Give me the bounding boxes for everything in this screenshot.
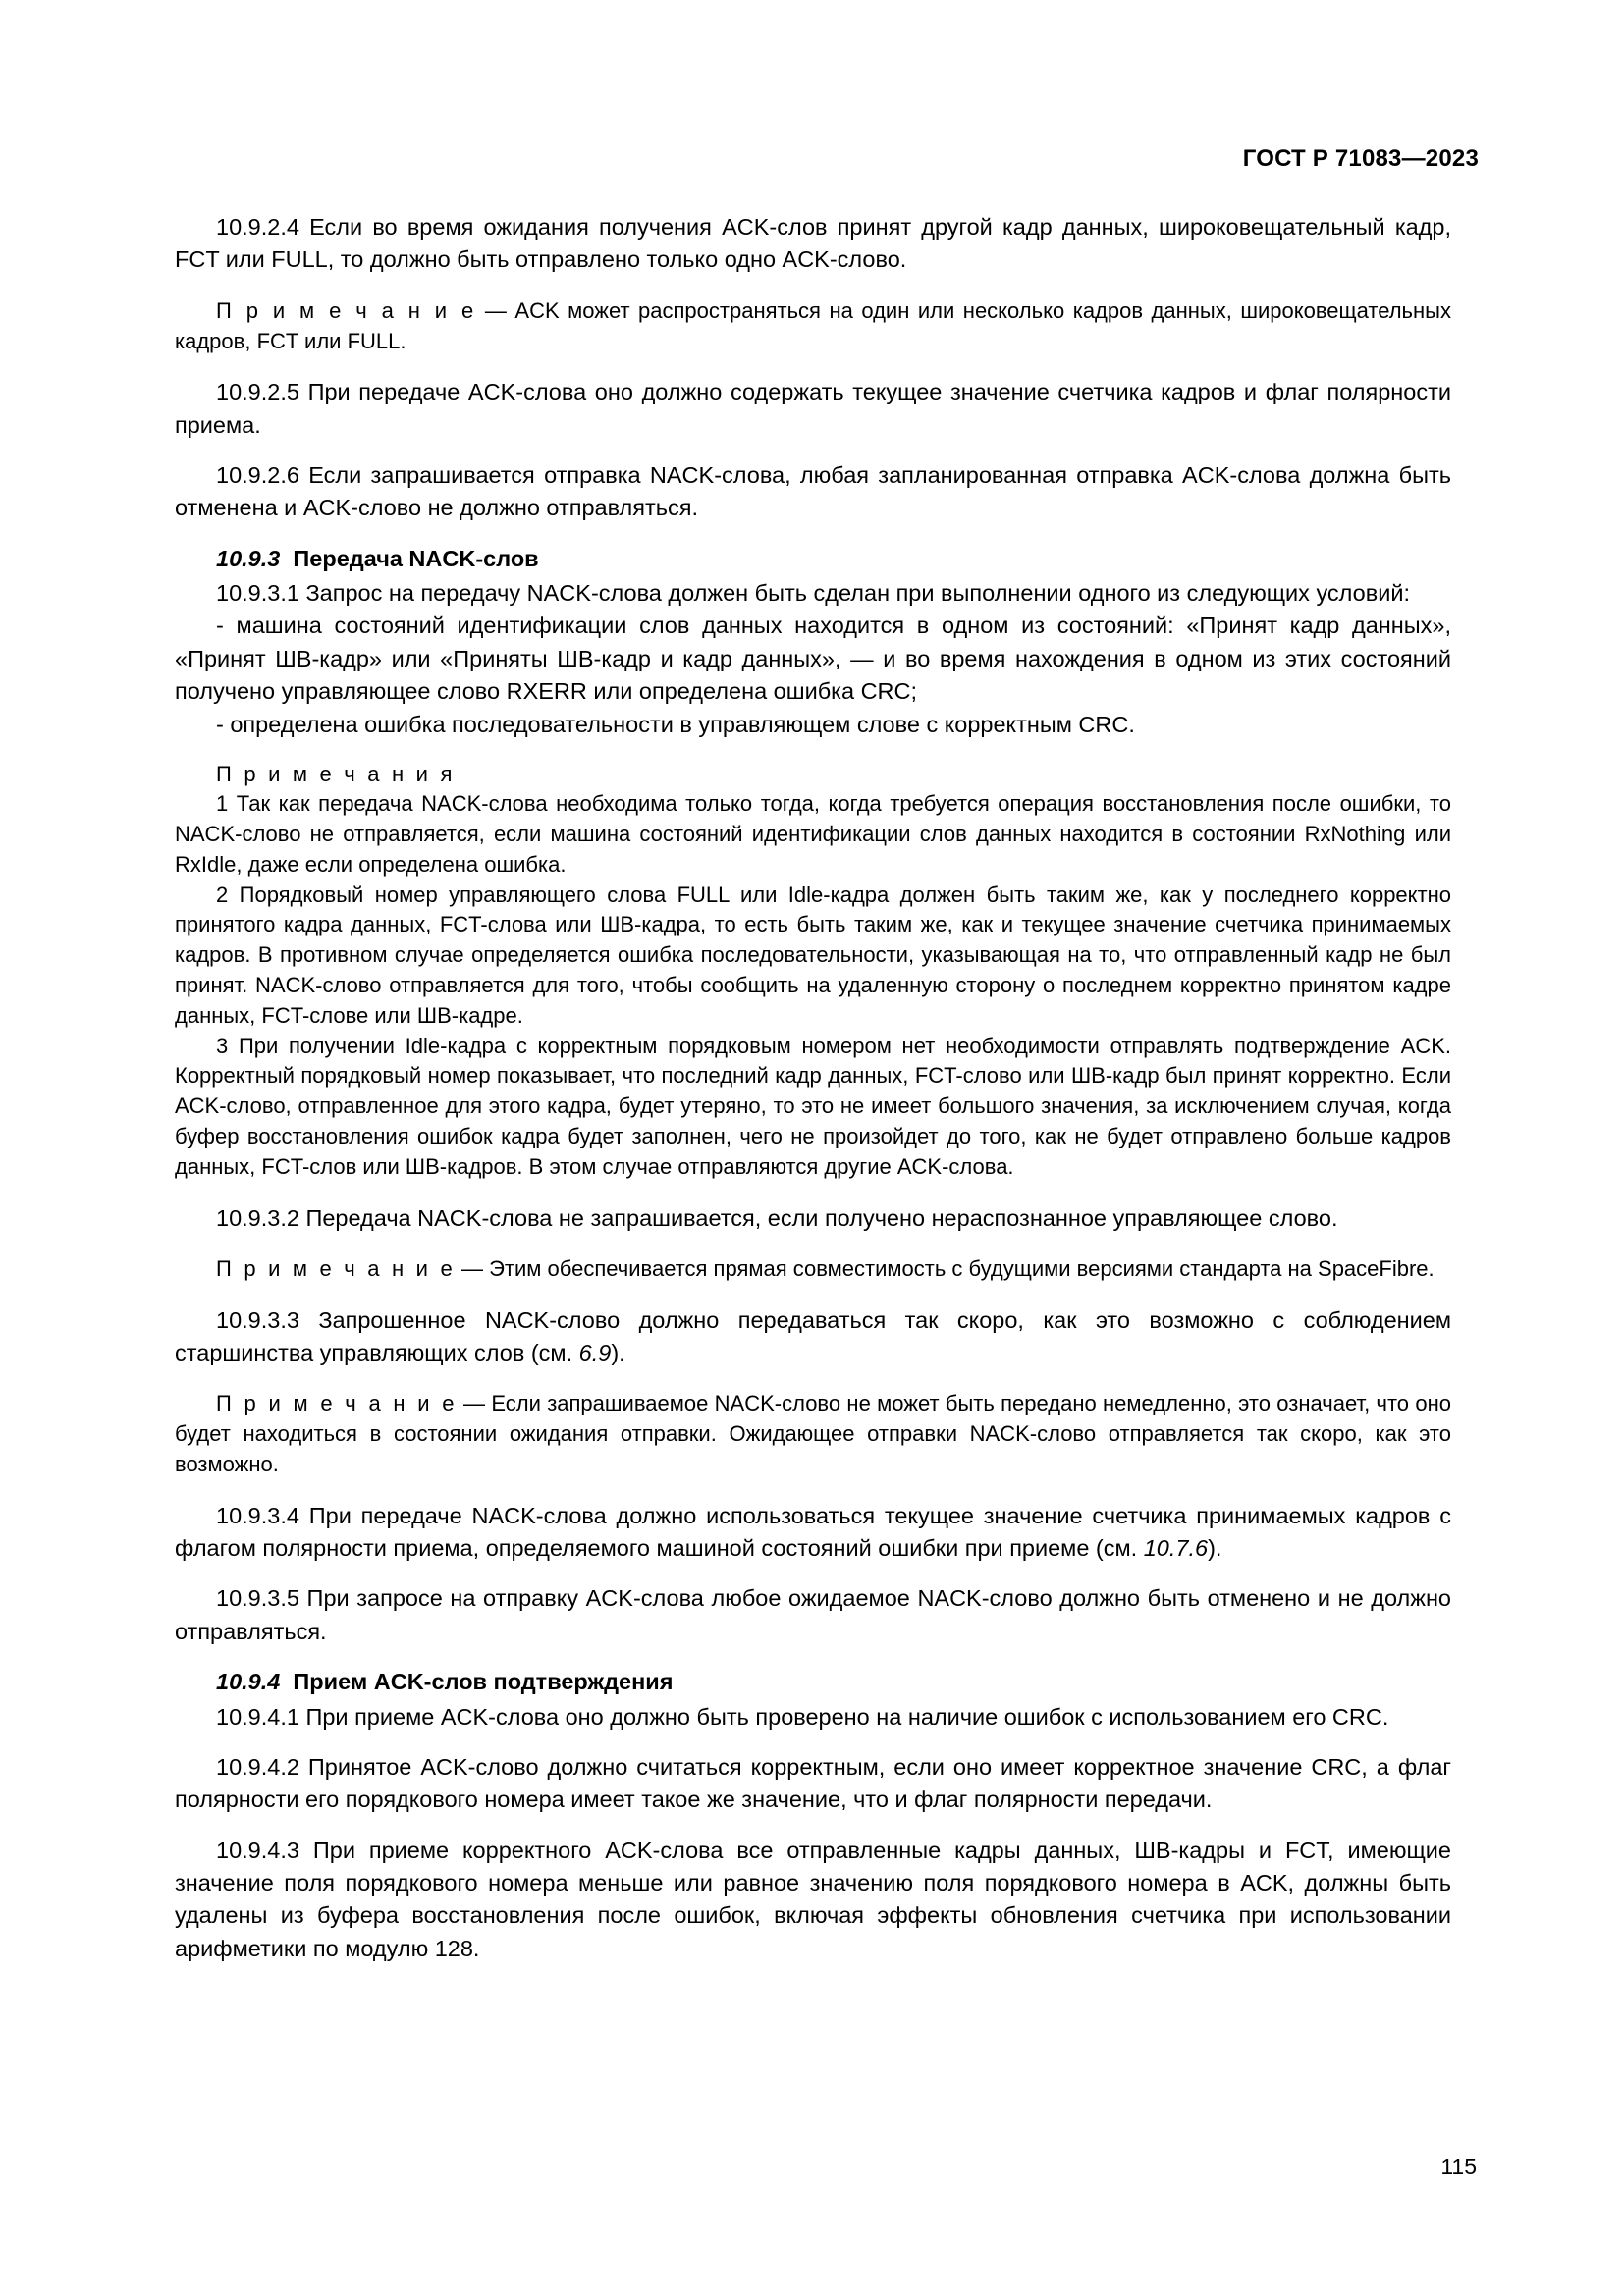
paragraph-10-9-2-4: 10.9.2.4 Если во время ожидания получения ACK-слов принят другой кадр данных, широковещательный кадр, FCT или FULL, то должно быть отправлено только одно ACK-слово.: [175, 214, 1451, 273]
paragraph-text-b: ).: [1208, 1535, 1222, 1562]
list-item-2: - определена ошибка последовательности в управляющем слове с корректным CRC.: [216, 711, 1135, 737]
page-content: [175, 211, 1451, 1965]
heading-number: 10.9.3: [216, 545, 281, 571]
note-item-2: 2 Порядковый номер управляющего слова FULL или Idle-кадра должен быть таким же, как у последнего корректно принятого кадра данных, FCT-слова или ШВ-кадра, то есть быть таким же, как и текущее значение счетчика принимаемых кадров. В противном случае определяется ошибка последовательности, указывающая на то, что отправленный кадр не был принят. NACK-слово отправляется для того, чтобы сообщить на удаленную сторону о последнем корректно принятом кадре данных, FCT-слове или ШВ-кадре.: [175, 881, 1451, 1028]
heading-number: 10.9.4: [216, 1669, 281, 1695]
notes-heading: П р и м е ч а н и я: [216, 761, 456, 786]
paragraph-10-9-3-1: 10.9.3.1 Запрос на передачу NACK-слова должен быть сделан при выполнении одного из следующих условий:: [216, 580, 1410, 607]
paragraph-10-9-3-5: 10.9.3.5 При запросе на отправку ACK-слова любое ожидаемое NACK-слово должно быть отменено и не должно отправляться.: [175, 1585, 1451, 1644]
paragraph-text-b: ).: [611, 1340, 625, 1366]
paragraph-10-9-4-3: 10.9.4.3 При приеме корректного ACK-слова все отправленные кадры данных, ШВ-кадры и FCT, имеющие значение поля порядкового номера меньше или равное значению поля порядкового номера в ACK, должны быть удалены из буфера восстановления после ошибок, включая эффекты обновления счетчика при использовании арифметики по модулю 128.: [175, 1837, 1451, 1961]
heading-10-9-4: [175, 1666, 1451, 1698]
heading-title: Передача NACK-слов: [293, 545, 539, 571]
cross-reference-6-9: 6.9: [578, 1340, 612, 1366]
paragraph-10-9-3-4: [175, 1500, 1451, 1566]
cross-reference-10-7-6: 10.7.6: [1143, 1535, 1209, 1562]
page-number: 115: [1440, 2154, 1477, 2179]
note-block-2: [175, 1255, 1451, 1285]
note-label: П р и м е ч а н и е: [216, 297, 477, 323]
note-item-1: 1 Так как передача NACK-слова необходима только тогда, когда требуется операция восстановления после ошибки, то NACK-слово не отправляется, если машина состояний идентификации слов данных находится в состоянии RxNothing или RxIdle, даже если определена ошибка.: [175, 791, 1451, 877]
paragraph-10-9-2-5: 10.9.2.5 При передаче ACK-слова оно должно содержать текущее значение счетчика кадров и флаг полярности приема.: [175, 379, 1451, 438]
note-text: — Если запрашиваемое NACK-слово не может быть передано немедленно, это означает, что оно будет находиться в состоянии ожидания отправки. Ожидающее отправки NACK-слово отправляется так скоро, как это возможно.: [175, 1391, 1451, 1476]
paragraph-10-9-3-3: [175, 1305, 1451, 1370]
note-text: — Этим обеспечивается прямая совместимость с будущими версиями стандарта на SpaceFibre.: [455, 1255, 1435, 1281]
paragraph-10-9-2-6: 10.9.2.6 Если запрашивается отправка NACK-слова, любая запланированная отправка ACK-слова должна быть отменена и ACK-слово не должно отправляться.: [175, 462, 1451, 521]
note-label: П р и м е ч а н и е: [216, 1255, 456, 1281]
note-label: П р и м е ч а н и е: [216, 1391, 458, 1416]
note-block-3: [175, 1389, 1451, 1479]
paragraph-text-a: 10.9.3.4 При передаче NACK-слова должно использоваться текущее значение счетчика принимаемых кадров с флагом полярности приема, определяемого машиной состояний ошибки при приеме (см.: [175, 1502, 1451, 1562]
page-header: ГОСТ Р 71083—2023: [1242, 145, 1479, 172]
heading-10-9-3: [175, 543, 1451, 575]
paragraph-10-9-3-2: 10.9.3.2 Передача NACK-слова не запрашивается, если получено нераспознанное управляющее слово.: [216, 1204, 1338, 1231]
note-text: — ACK может распространяться на один или несколько кадров данных, широковещательных кадров, FCT или FULL.: [175, 297, 1451, 353]
note-item-3: 3 При получении Idle-кадра с корректным порядковым номером нет необходимости отправлять подтверждение ACK. Корректный порядковый номер показывает, что последний кадр данных, FCT-слово или ШВ-кадр был принят корректно. Если ACK-слово, отправленное для этого кадра, будет утеряно, то это не имеет большого значения, за исключением случая, когда буфер восстановления ошибок кадра будет заполнен, чего не произойдет до того, как не будет отправлено больше кадров данных, FCT-слов или ШВ-кадров. В этом случае отправляются другие ACK-слова.: [175, 1033, 1451, 1179]
paragraph-10-9-4-1: 10.9.4.1 При приеме ACK-слова оно должно быть проверено на наличие ошибок с использованием его CRC.: [216, 1703, 1389, 1730]
note-block-1: [175, 296, 1451, 357]
paragraph-10-9-4-2: 10.9.4.2 Принятое ACK-слово должно считаться корректным, если оно имеет корректное значение CRC, а флаг полярности его порядкового номера имеет такое же значение, что и флаг полярности передачи.: [175, 1753, 1451, 1813]
list-item-1: - машина состояний идентификации слов данных находится в одном из состояний: «Принят кадр данных», «Принят ШВ-кадр» или «Приняты ШВ-кадр и кадр данных», — и во время нахождения в одном из этих состояний получено управляющее слово RXERR или определена ошибка CRC;: [175, 613, 1451, 705]
heading-title: Прием ACK-слов подтверждения: [293, 1669, 674, 1695]
paragraph-text-a: 10.9.3.3 Запрошенное NACK-слово должно передаваться так скоро, как это возможно с соблюдением старшинства управляющих слов (см.: [175, 1307, 1451, 1366]
